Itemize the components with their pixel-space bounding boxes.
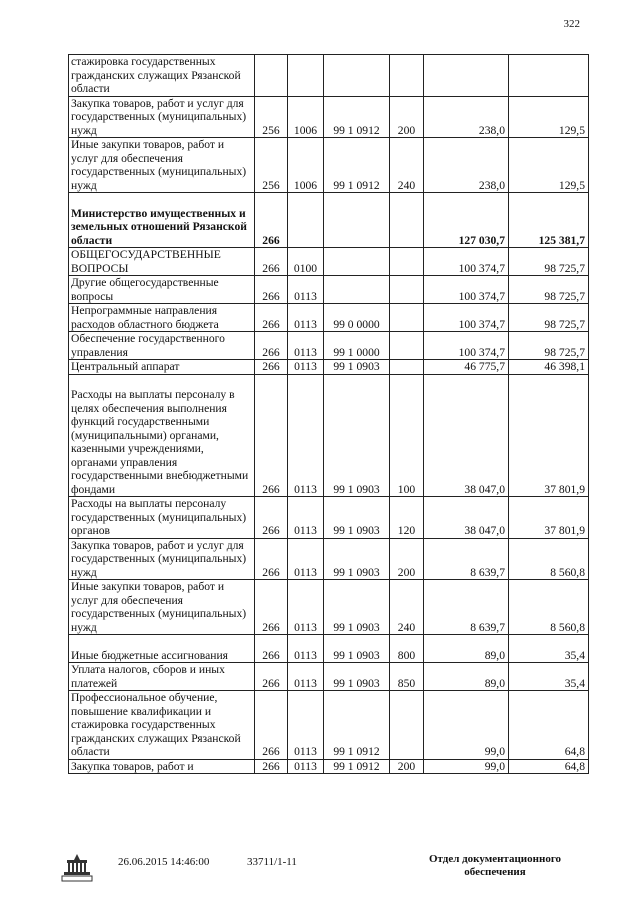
table-row [69, 538, 589, 580]
footer-doc-number: 33711/1-11 [247, 856, 297, 868]
cell-section-code: 0113 [288, 276, 324, 304]
table-row [69, 276, 589, 304]
cell-sum-executed: 98 725,7 [509, 304, 589, 332]
cell-sum-executed: 125 381,7 [509, 193, 589, 248]
cell-target-article [324, 193, 390, 248]
page-number: 322 [563, 18, 580, 30]
table-body [69, 55, 589, 774]
table-row [69, 332, 589, 360]
cell-section-code: 0113 [288, 360, 324, 375]
cell-expense-type [390, 360, 424, 375]
footer-department-line1: Отдел документационного [428, 853, 562, 865]
cell-sum-planned: 38 047,0 [424, 374, 509, 497]
table-row [69, 580, 589, 635]
cell-name: ОБЩЕГОСУДАРСТВЕННЫЕ ВОПРОСЫ [69, 248, 255, 276]
cell-section-code: 0113 [288, 332, 324, 360]
cell-sum-executed: 98 725,7 [509, 248, 589, 276]
table-row [69, 691, 589, 760]
cell-section-code: 0113 [288, 374, 324, 497]
cell-target-article: 99 0 0000 [324, 304, 390, 332]
cell-name: Профессиональное обучение, повышение квалификации и стажировка государственных гражданских служащих Рязанской области [69, 691, 255, 760]
cell-name: Центральный аппарат [69, 360, 255, 375]
cell-target-article: 99 1 0903 [324, 538, 390, 580]
cell-sum-planned: 99,0 [424, 691, 509, 760]
cell-sum-planned: 89,0 [424, 635, 509, 663]
cell-sum-planned: 38 047,0 [424, 497, 509, 539]
cell-ved-code: 266 [255, 193, 288, 248]
cell-sum-executed: 37 801,9 [509, 374, 589, 497]
cell-sum-executed: 37 801,9 [509, 497, 589, 539]
cell-section-code: 1006 [288, 96, 324, 138]
cell-ved-code: 266 [255, 635, 288, 663]
cell-expense-type [390, 691, 424, 760]
cell-target-article [324, 55, 390, 97]
cell-sum-executed: 98 725,7 [509, 276, 589, 304]
cell-name: Расходы на выплаты персоналу в целях обеспечения выполнения функций государственными (муниципальными) органами, казенными учреждениями, органами управления государственными внебюджетными фондами [69, 374, 255, 497]
table-row [69, 193, 589, 248]
footer-department [420, 853, 570, 879]
cell-expense-type: 100 [390, 374, 424, 497]
cell-expense-type [390, 248, 424, 276]
cell-name: Уплата налогов, сборов и иных платежей [69, 663, 255, 691]
cell-sum-executed: 35,4 [509, 663, 589, 691]
cell-expense-type: 800 [390, 635, 424, 663]
cell-sum-planned: 100 374,7 [424, 248, 509, 276]
table-row [69, 497, 589, 539]
cell-expense-type [390, 332, 424, 360]
cell-target-article [324, 276, 390, 304]
cell-ved-code [255, 55, 288, 97]
cell-ved-code: 266 [255, 332, 288, 360]
cell-expense-type: 120 [390, 497, 424, 539]
cell-sum-planned: 99,0 [424, 759, 509, 774]
cell-ved-code: 266 [255, 497, 288, 539]
table-row [69, 304, 589, 332]
cell-sum-executed: 35,4 [509, 635, 589, 663]
cell-ved-code: 266 [255, 663, 288, 691]
cell-expense-type: 200 [390, 96, 424, 138]
cell-ved-code: 256 [255, 96, 288, 138]
cell-sum-planned: 46 775,7 [424, 360, 509, 375]
table-row [69, 635, 589, 663]
cell-section-code: 0113 [288, 691, 324, 760]
cell-target-article: 99 1 0903 [324, 374, 390, 497]
cell-target-article: 99 1 0903 [324, 663, 390, 691]
cell-section-code: 0113 [288, 538, 324, 580]
cell-target-article: 99 1 0912 [324, 96, 390, 138]
cell-section-code: 0113 [288, 304, 324, 332]
cell-sum-planned: 100 374,7 [424, 332, 509, 360]
cell-sum-planned: 89,0 [424, 663, 509, 691]
cell-section-code: 0113 [288, 759, 324, 774]
cell-name: Иные закупки товаров, работ и услуг для обеспечения государственных (муниципальных) нужд [69, 138, 255, 193]
table-row [69, 360, 589, 375]
cell-target-article: 99 1 0903 [324, 580, 390, 635]
table-row [69, 374, 589, 497]
cell-ved-code: 266 [255, 580, 288, 635]
cell-name: Закупка товаров, работ и [69, 759, 255, 774]
cell-expense-type: 200 [390, 759, 424, 774]
cell-target-article: 99 1 0903 [324, 360, 390, 375]
cell-expense-type: 200 [390, 538, 424, 580]
table-row [69, 55, 589, 97]
footer-datetime: 26.06.2015 14:46:00 [118, 856, 210, 868]
footer-department-line2: обеспечения [464, 866, 526, 878]
cell-expense-type: 240 [390, 138, 424, 193]
cell-expense-type: 850 [390, 663, 424, 691]
cell-sum-executed: 64,8 [509, 691, 589, 760]
cell-sum-planned: 127 030,7 [424, 193, 509, 248]
cell-name: Иные закупки товаров, работ и услуг для обеспечения государственных (муниципальных) нужд [69, 580, 255, 635]
cell-ved-code: 266 [255, 360, 288, 375]
cell-sum-planned: 100 374,7 [424, 304, 509, 332]
table-row [69, 759, 589, 774]
cell-sum-planned: 238,0 [424, 138, 509, 193]
cell-target-article: 99 1 0903 [324, 635, 390, 663]
cell-section-code: 0100 [288, 248, 324, 276]
table-row [69, 138, 589, 193]
cell-section-code: 0113 [288, 580, 324, 635]
cell-name: Обеспечение государственного управления [69, 332, 255, 360]
cell-sum-executed: 8 560,8 [509, 580, 589, 635]
cell-name: Непрограммные направления расходов областного бюджета [69, 304, 255, 332]
table-row [69, 248, 589, 276]
cell-target-article: 99 1 0903 [324, 497, 390, 539]
cell-target-article: 99 1 0912 [324, 759, 390, 774]
cell-sum-executed: 129,5 [509, 138, 589, 193]
cell-target-article: 99 1 0912 [324, 691, 390, 760]
cell-name: Иные бюджетные ассигнования [69, 635, 255, 663]
cell-sum-planned: 8 639,7 [424, 580, 509, 635]
cell-sum-executed: 46 398,1 [509, 360, 589, 375]
cell-name: Расходы на выплаты персоналу государственных (муниципальных) органов [69, 497, 255, 539]
cell-expense-type [390, 193, 424, 248]
cell-sum-executed: 64,8 [509, 759, 589, 774]
table-row [69, 96, 589, 138]
cell-sum-executed [509, 55, 589, 97]
cell-ved-code: 266 [255, 374, 288, 497]
cell-ved-code: 256 [255, 138, 288, 193]
cell-ved-code: 266 [255, 691, 288, 760]
cell-sum-executed: 98 725,7 [509, 332, 589, 360]
cell-section-code: 0113 [288, 635, 324, 663]
cell-ved-code: 266 [255, 276, 288, 304]
cell-name: Министерство имущественных и земельных отношений Рязанской области [69, 193, 255, 248]
cell-expense-type: 240 [390, 580, 424, 635]
cell-ved-code: 266 [255, 248, 288, 276]
cell-name: Другие общегосударственные вопросы [69, 276, 255, 304]
cell-sum-executed: 129,5 [509, 96, 589, 138]
cell-section-code: 0113 [288, 663, 324, 691]
cell-sum-planned: 8 639,7 [424, 538, 509, 580]
cell-sum-executed: 8 560,8 [509, 538, 589, 580]
cell-expense-type [390, 304, 424, 332]
cell-section-code [288, 55, 324, 97]
table-row [69, 663, 589, 691]
cell-expense-type [390, 55, 424, 97]
cell-sum-planned: 100 374,7 [424, 276, 509, 304]
cell-expense-type [390, 276, 424, 304]
cell-section-code [288, 193, 324, 248]
cell-ved-code: 266 [255, 538, 288, 580]
cell-target-article: 99 1 0912 [324, 138, 390, 193]
duma-building-logo [60, 852, 94, 882]
cell-ved-code: 266 [255, 304, 288, 332]
cell-sum-planned: 238,0 [424, 96, 509, 138]
cell-sum-planned [424, 55, 509, 97]
cell-name: стажировка государственных гражданских служащих Рязанской области [69, 55, 255, 97]
cell-ved-code: 266 [255, 759, 288, 774]
budget-table [68, 54, 589, 774]
cell-section-code: 0113 [288, 497, 324, 539]
cell-section-code: 1006 [288, 138, 324, 193]
cell-name: Закупка товаров, работ и услуг для государственных (муниципальных) нужд [69, 96, 255, 138]
cell-name: Закупка товаров, работ и услуг для государственных (муниципальных) нужд [69, 538, 255, 580]
cell-target-article [324, 248, 390, 276]
cell-target-article: 99 1 0000 [324, 332, 390, 360]
